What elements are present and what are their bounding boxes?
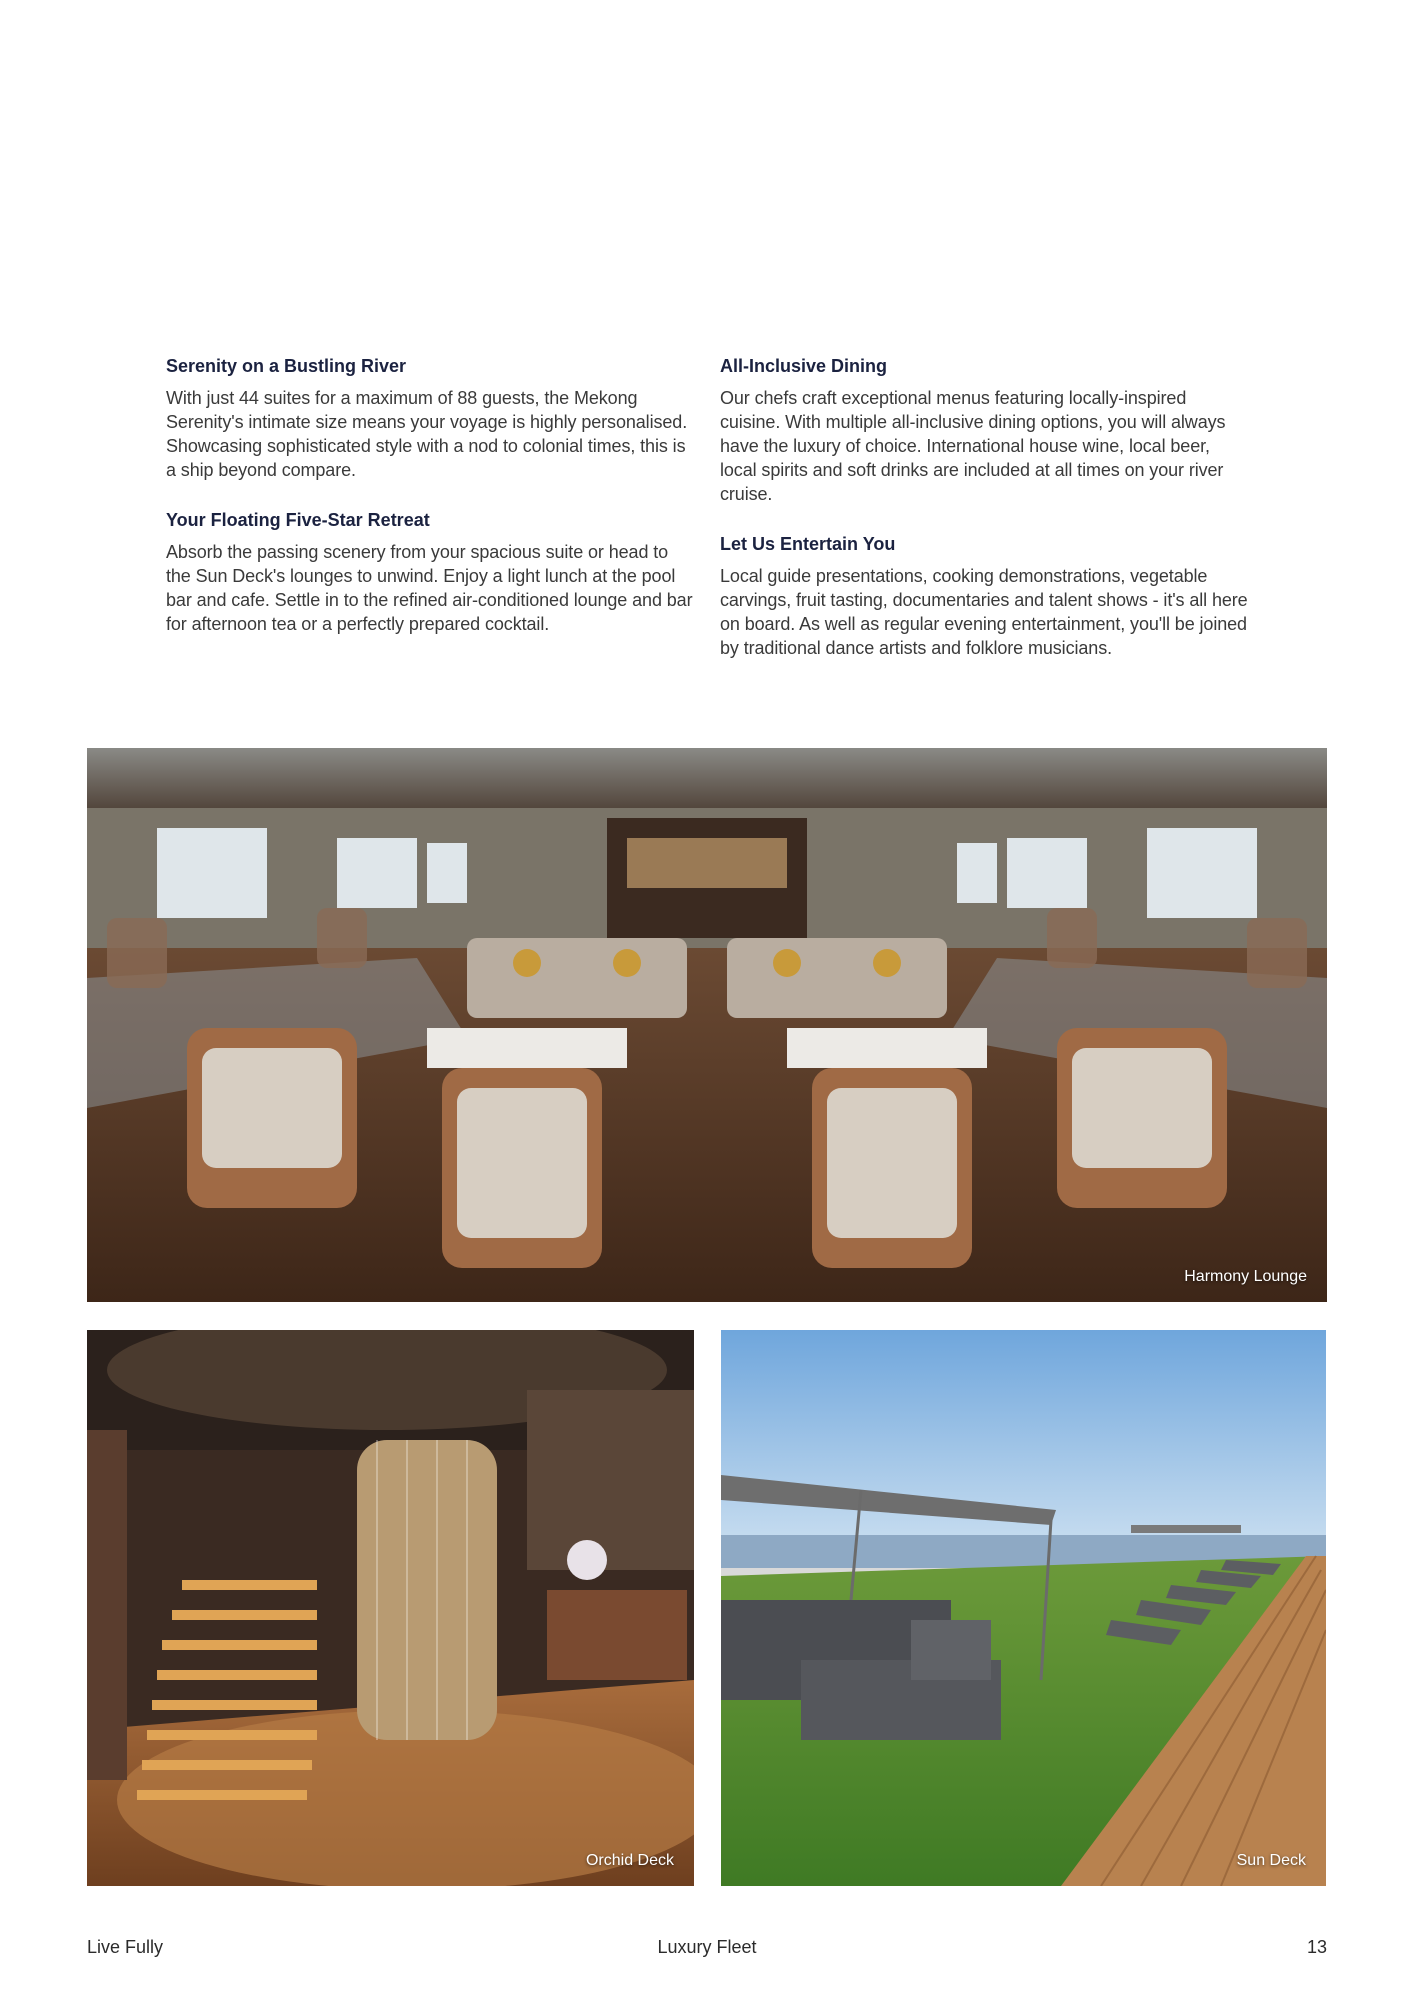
section-serenity	[166, 354, 696, 482]
section-retreat	[166, 508, 696, 636]
text-column-right	[720, 354, 1250, 686]
photo-caption: Sun Deck	[1236, 1852, 1306, 1869]
page-number: 13	[1306, 1937, 1327, 1957]
section-heading: Serenity on a Bustling River	[166, 356, 407, 376]
section-body: Local guide presentations, cooking demonstrations, vegetable carvings, fruit tasting, documentaries and talent shows - it's all here on board. As well as regular evening entertainment, you'll be joined by traditional dance artists and folklore musicians.	[720, 566, 1248, 658]
text-column-left	[166, 354, 696, 662]
lounge-illustration	[87, 748, 1327, 1302]
section-entertain	[720, 532, 1250, 660]
section-heading: All-Inclusive Dining	[720, 356, 888, 376]
section-body: With just 44 suites for a maximum of 88 guests, the Mekong Serenity's intimate size means your voyage is highly personalised. Showcasing sophisticated style with a nod to colonial times, this is a ship beyond compare.	[166, 388, 688, 480]
section-body: Our chefs craft exceptional menus featuring locally-inspired cuisine. With multiple all-inclusive dining options, you will always have the luxury of choice. International house wine, local beer, local spirits and soft drinks are included at all times on your river cruise.	[720, 388, 1226, 504]
footer-section-title: Luxury Fleet	[657, 1937, 757, 1957]
section-heading: Your Floating Five-Star Retreat	[166, 510, 430, 530]
footer-brand: Live Fully	[87, 1937, 164, 1957]
section-body: Absorb the passing scenery from your spacious suite or head to the Sun Deck's lounges to unwind. Enjoy a light lunch at the pool bar and cafe. Settle in to the refined air-conditioned lounge and bar for afternoon tea or a perfectly prepared cocktail.	[166, 542, 693, 634]
section-dining	[720, 354, 1250, 506]
orchid-illustration	[87, 1330, 694, 1886]
orchid-deck-photo	[87, 1330, 694, 1886]
photo-caption: Harmony Lounge	[1184, 1268, 1307, 1285]
section-heading: Let Us Entertain You	[720, 534, 896, 554]
sun-deck-photo	[721, 1330, 1326, 1886]
sundeck-illustration	[721, 1330, 1326, 1886]
harmony-lounge-photo	[87, 748, 1327, 1302]
photo-caption: Orchid Deck	[585, 1852, 674, 1869]
